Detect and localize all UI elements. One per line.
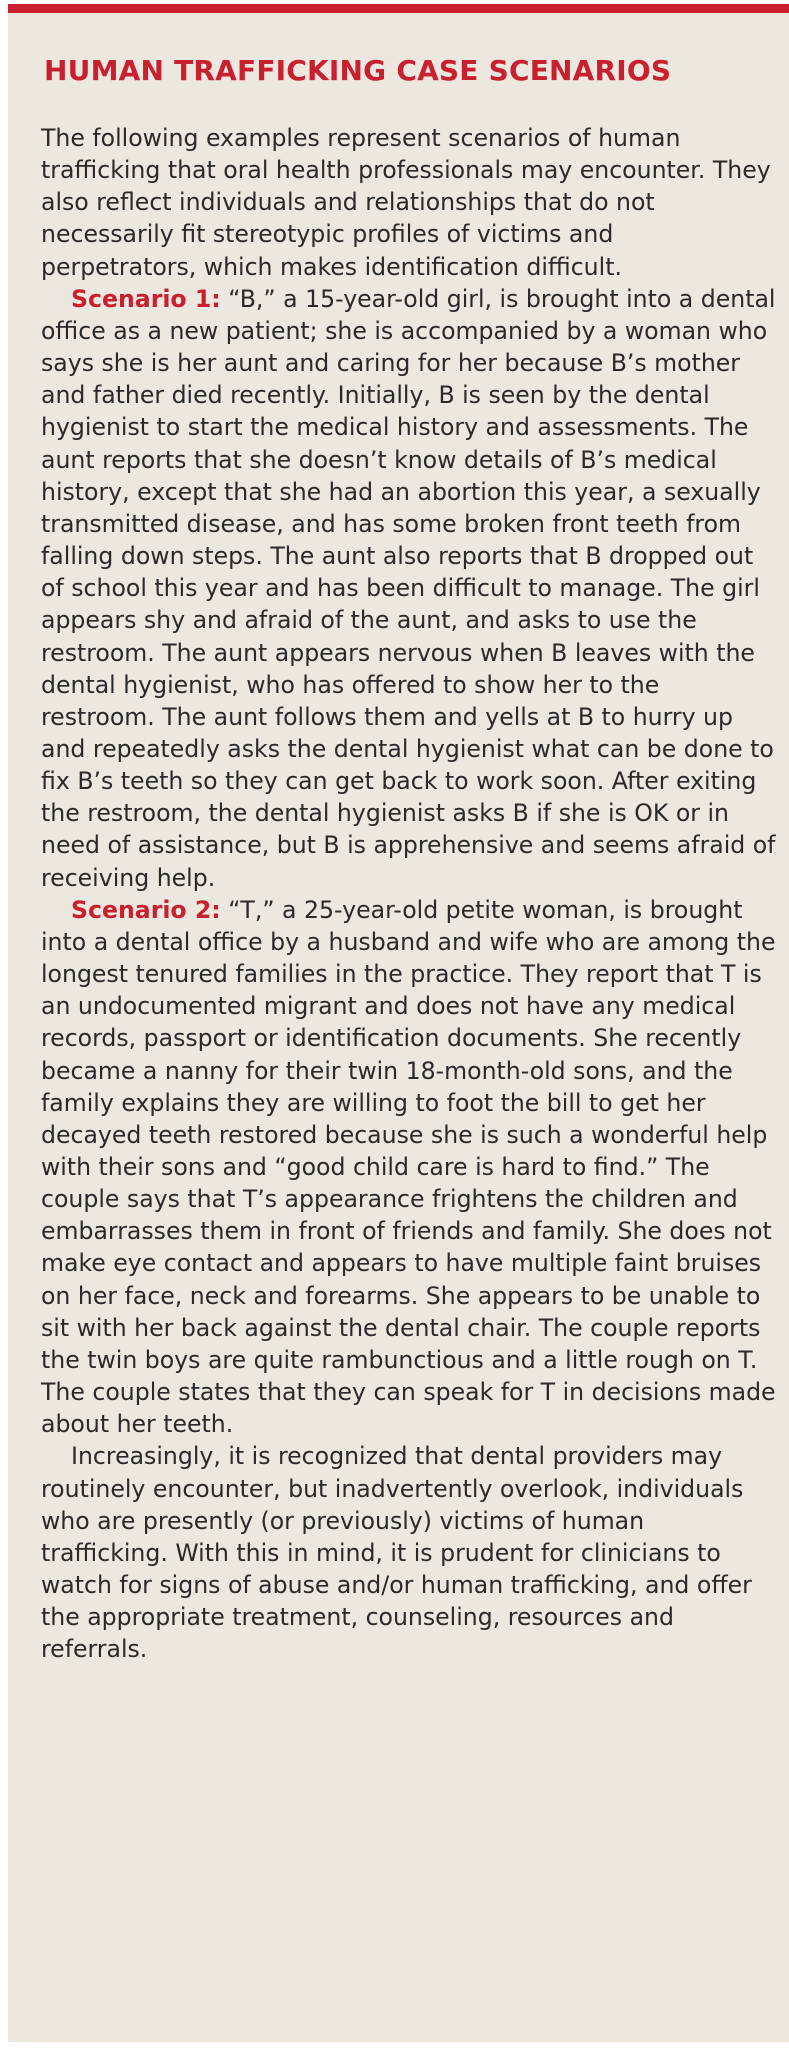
sidebar-title: HUMAN TRAFFICKING CASE SCENARIOS — [44, 54, 672, 87]
intro-paragraph: The following examples represent scenarios of human trafficking that oral health professionals may encounter. They also reflect individuals and relationships that do not necessarily fit stereotypic profiles of victims and perpetrators, which makes identification difficult. — [41, 124, 771, 281]
scenario-2-text: “T,” a 25-year-old petite woman, is brought into a dental office by a husband and wife who are among the longest tenured families in the practice. They report that T is an undocumented migrant and does not have any medical records, passport or identification documents. She recently became a nanny for their twin 18-month-old sons, and the family explains they are willing to foot the bill to get her decayed teeth restored because she is such a wonderful help with their sons and “good child care is hard to find.” The couple says that T’s appearance frightens the children and embarrasses them in front of friends and family. She does not make eye contact and appears to have multiple faint bruises on her face, neck and forearms. She appears to be unable to sit with her back against the dental chair. The couple reports the twin boys are quite rambunctious and a little rough on T. The couple states that they can speak for T in decisions made about her teeth. — [41, 895, 776, 1439]
closing-paragraph: Increasingly, it is recognized that dental providers may routinely encounter, but inadvertently overlook, individuals who are presently (or previously) victims of human trafficking. With this in mind, it is prudent for clinicians to watch for signs of abuse and/or human trafficking, and offer the appropriate treatment, counseling, resources and referrals. — [41, 1442, 752, 1664]
sidebar-body — [41, 122, 776, 1666]
scenario-2-label: Scenario 2: — [71, 895, 221, 924]
case-scenarios-sidebar — [8, 4, 789, 2042]
scenario-2-paragraph — [41, 894, 776, 1441]
scenario-1-text: “B,” a 15-year-old girl, is brought into a dental office as a new patient; she is accompanied by a woman who says she is her aunt and caring for her because B’s mother and father died recently. Initially, B is seen by the dental hygienist to start the medical history and assessments. The aunt reports that she doesn’t know details of B’s medical history, except that she had an abortion this year, a sexually transmitted disease, and has some broken front teeth from falling down steps. The aunt also reports that B dropped out of school this year and has been difficult to manage. The girl appears shy and afraid of the aunt, and asks to use the restroom. The aunt appears nervous when B leaves with the dental hygienist, who has offered to show her to the restroom. The aunt follows them and yells at B to hurry up and repeatedly asks the dental hygienist what can be done to fix B’s teeth so they can get back to work soon. After exiting the restroom, the dental hygienist asks B if she is OK or in need of assistance, but B is apprehensive and seems afraid of receiving help. — [41, 284, 776, 892]
scenario-1-paragraph — [41, 283, 776, 894]
scenario-1-label: Scenario 1: — [71, 284, 221, 313]
